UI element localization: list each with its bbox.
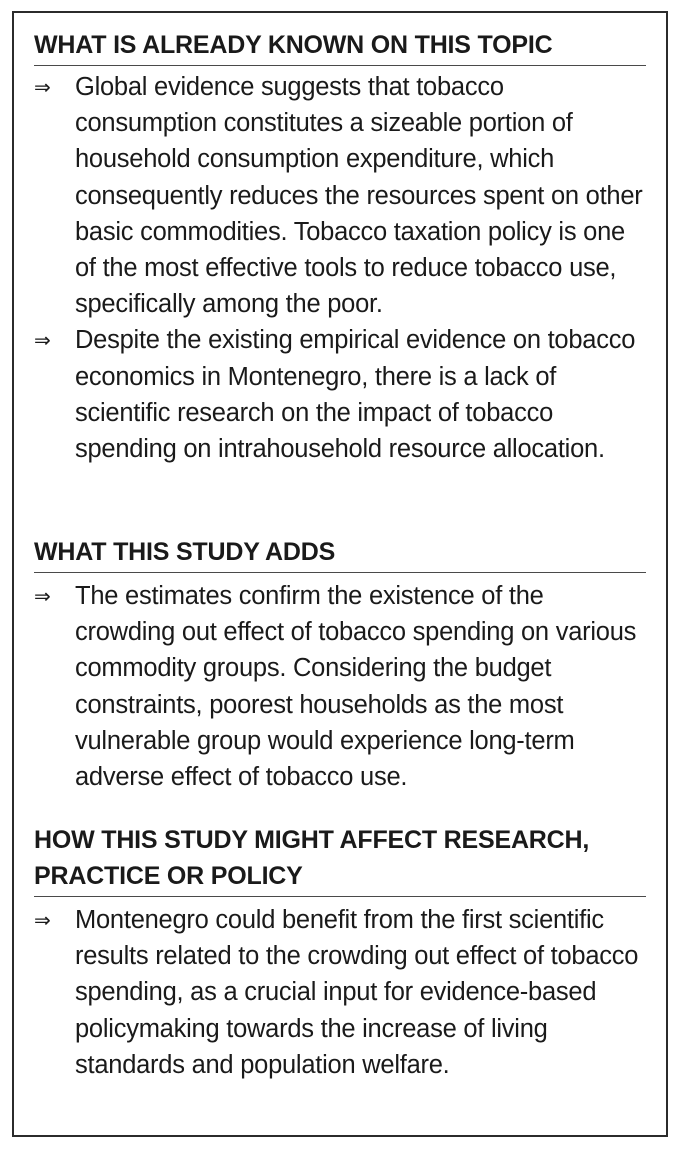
list-item — [34, 322, 646, 467]
list-item — [34, 578, 646, 795]
bullet-list — [34, 897, 646, 1083]
item-text: Global evidence suggests that tobacco consumption constitutes a sizeable portion of household consumption expenditure, which consequently reduces the resources spent on other basic commodities. Tobacco taxation policy is one of the most effective tools to reduce tobacco use, specifically among the poor. — [75, 73, 643, 319]
section-heading: WHAT IS ALREADY KNOWN ON THIS TOPIC — [34, 27, 646, 66]
double-arrow-icon: ⇒ — [34, 908, 51, 932]
section-heading: WHAT THIS STUDY ADDS — [34, 534, 646, 573]
item-text: The estimates confirm the existence of the crowding out effect of tobacco spending on various commodity groups. Considering the budget constraints, poorest households as the most vulnerable group would experience long-term adverse effect of tobacco use. — [75, 582, 637, 792]
item-text: Montenegro could benefit from the first scientific results related to the crowding out effect of tobacco spending, as a crucial input for evidence-based policymaking towards the increase of living standards and population welfare. — [75, 906, 639, 1079]
double-arrow-icon: ⇒ — [34, 584, 51, 608]
section-already-known — [34, 27, 646, 467]
double-arrow-icon: ⇒ — [34, 75, 51, 99]
bullet-list — [34, 573, 646, 795]
section-heading: HOW THIS STUDY MIGHT AFFECT RESEARCH, PRACTICE OR POLICY — [34, 822, 646, 897]
bullet-list — [34, 66, 646, 467]
double-arrow-icon: ⇒ — [34, 328, 51, 353]
key-messages-box — [12, 11, 668, 1137]
list-item — [34, 69, 646, 322]
section-might-affect — [34, 822, 646, 1083]
list-item — [34, 902, 646, 1083]
section-study-adds — [34, 534, 646, 795]
item-text: Despite the existing empirical evidence on tobacco economics in Montenegro, there is a lack of scientific research on the impact of tobacco spending on intrahousehold resource allocation. — [75, 326, 636, 464]
